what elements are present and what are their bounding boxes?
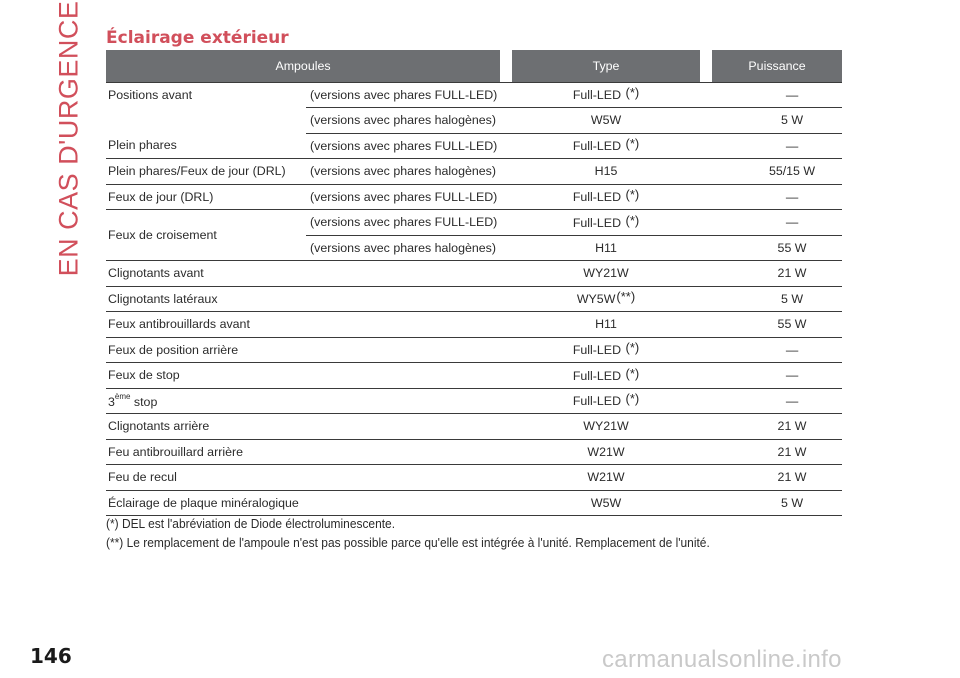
table-header-row xyxy=(106,50,842,82)
bulb-type: H11 xyxy=(512,235,700,261)
footnote-marker: (*) xyxy=(625,212,640,228)
table-row xyxy=(106,261,842,287)
header-gap xyxy=(500,50,512,82)
bulb-name: Plein phares/Feux de jour (DRL) xyxy=(106,159,306,185)
table-row xyxy=(106,439,842,465)
ordinal-superscript: ème xyxy=(114,391,131,401)
bulb-type: Full-LED (*) xyxy=(512,210,700,236)
bulb-type: Full-LED (*) xyxy=(512,337,700,363)
bulb-power: 21 W xyxy=(700,414,842,440)
header-bulbs: Ampoules xyxy=(106,50,500,82)
footnote-marker: (*) xyxy=(625,85,640,101)
bulb-name: Feu antibrouillard arrière xyxy=(106,439,512,465)
bulb-type: H11 xyxy=(512,312,700,338)
bulb-name: Feux antibrouillards avant xyxy=(106,312,512,338)
bulb-type: W5W xyxy=(512,490,700,516)
footnote-marker: (*) xyxy=(625,365,640,381)
bulb-power: 21 W xyxy=(700,465,842,491)
table-row xyxy=(106,82,842,108)
bulb-name: Éclairage de plaque minéralogique xyxy=(106,490,512,516)
table-row xyxy=(106,184,842,210)
table-row xyxy=(106,133,842,159)
bulb-name: Feux de position arrière xyxy=(106,337,512,363)
bulb-name: Plein phares xyxy=(106,133,306,159)
table-row xyxy=(106,312,842,338)
table-row xyxy=(106,210,842,236)
bulb-type: H15 xyxy=(512,159,700,185)
bulb-name: Clignotants arrière xyxy=(106,414,512,440)
bulb-type: Full-LED (*) xyxy=(512,388,700,414)
bulb-power: — xyxy=(700,210,842,236)
bulb-power: 21 W xyxy=(700,261,842,287)
bulb-power: 21 W xyxy=(700,439,842,465)
bulb-type: WY21W xyxy=(512,261,700,287)
table-row xyxy=(106,159,842,185)
bulb-name: Feux de croisement xyxy=(106,210,306,261)
bulb-table xyxy=(106,50,842,516)
footnote-marker: (*) xyxy=(625,136,640,152)
page-number: 146 xyxy=(30,644,72,668)
bulb-power: 5 W xyxy=(700,108,842,134)
footnote-marker: (*) xyxy=(625,187,640,203)
footnotes xyxy=(106,514,805,552)
bulb-name: Clignotants avant xyxy=(106,261,512,287)
footnote-led: (*) DEL est l'abréviation de Diode électroluminescente. xyxy=(106,516,396,531)
bulb-power: 55/15 W xyxy=(700,159,842,185)
bulb-version: (versions avec phares FULL-LED) xyxy=(306,210,512,236)
bulb-power: — xyxy=(700,82,842,108)
bulb-version: (versions avec phares halogènes) xyxy=(306,159,512,185)
bulb-power: — xyxy=(700,337,842,363)
bulb-name: Feux de stop xyxy=(106,363,512,389)
bulb-power: 55 W xyxy=(700,235,842,261)
chapter-side-label xyxy=(52,0,86,276)
table-row xyxy=(106,465,842,491)
header-gap xyxy=(700,50,712,82)
bulb-type: Full-LED (*) xyxy=(512,133,700,159)
table-row xyxy=(106,337,842,363)
bulb-version: (versions avec phares halogènes) xyxy=(306,108,512,134)
table-row xyxy=(106,388,842,414)
bulb-name: Positions avant xyxy=(108,87,193,102)
bulb-version: (versions avec phares FULL-LED) xyxy=(306,133,512,159)
table-row xyxy=(106,490,842,516)
footnote-marker: (*) xyxy=(625,340,640,356)
bulb-version: (versions avec phares halogènes) xyxy=(306,235,512,261)
table-row xyxy=(106,414,842,440)
bulb-name: 3ème stop xyxy=(106,388,512,414)
bulb-type: WY5W(**) xyxy=(512,286,700,312)
chapter-side-label-text: EN CAS D'URGENCE xyxy=(53,0,84,276)
bulb-power: — xyxy=(700,363,842,389)
bulb-power: 5 W xyxy=(700,490,842,516)
bulb-type: Full-LED (*) xyxy=(512,184,700,210)
bulb-name: Feu de recul xyxy=(106,465,512,491)
bulb-type: Full-LED (*) xyxy=(512,82,700,108)
section-title: Éclairage extérieur xyxy=(106,28,289,48)
bulb-type: W21W xyxy=(512,465,700,491)
table-row xyxy=(106,286,842,312)
bulb-power: 5 W xyxy=(700,286,842,312)
bulb-type: W21W xyxy=(512,439,700,465)
header-type: Type xyxy=(512,50,700,82)
bulb-power: — xyxy=(700,388,842,414)
bulb-power: — xyxy=(700,133,842,159)
watermark: carmanualsonline.info xyxy=(602,646,842,673)
bulb-power: — xyxy=(700,184,842,210)
footnote-unit-replacement: (**) Le remplacement de l'ampoule n'est pas possible parce qu'elle est intégrée à l'unité. Remplacement de l'unité. xyxy=(106,535,710,550)
bulb-type: W5W xyxy=(512,108,700,134)
header-power: Puissance xyxy=(712,50,842,82)
footnote-marker: (**) xyxy=(616,289,636,305)
footnote-marker: (*) xyxy=(625,391,640,407)
table-row xyxy=(106,363,842,389)
bulb-name: Feux de jour (DRL) xyxy=(106,184,306,210)
bulb-power: 55 W xyxy=(700,312,842,338)
bulb-version: (versions avec phares FULL-LED) xyxy=(306,184,512,210)
bulb-type: WY21W xyxy=(512,414,700,440)
bulb-version: (versions avec phares FULL-LED) xyxy=(306,82,512,108)
bulb-name: Clignotants latéraux xyxy=(106,286,512,312)
bulb-type: Full-LED (*) xyxy=(512,363,700,389)
